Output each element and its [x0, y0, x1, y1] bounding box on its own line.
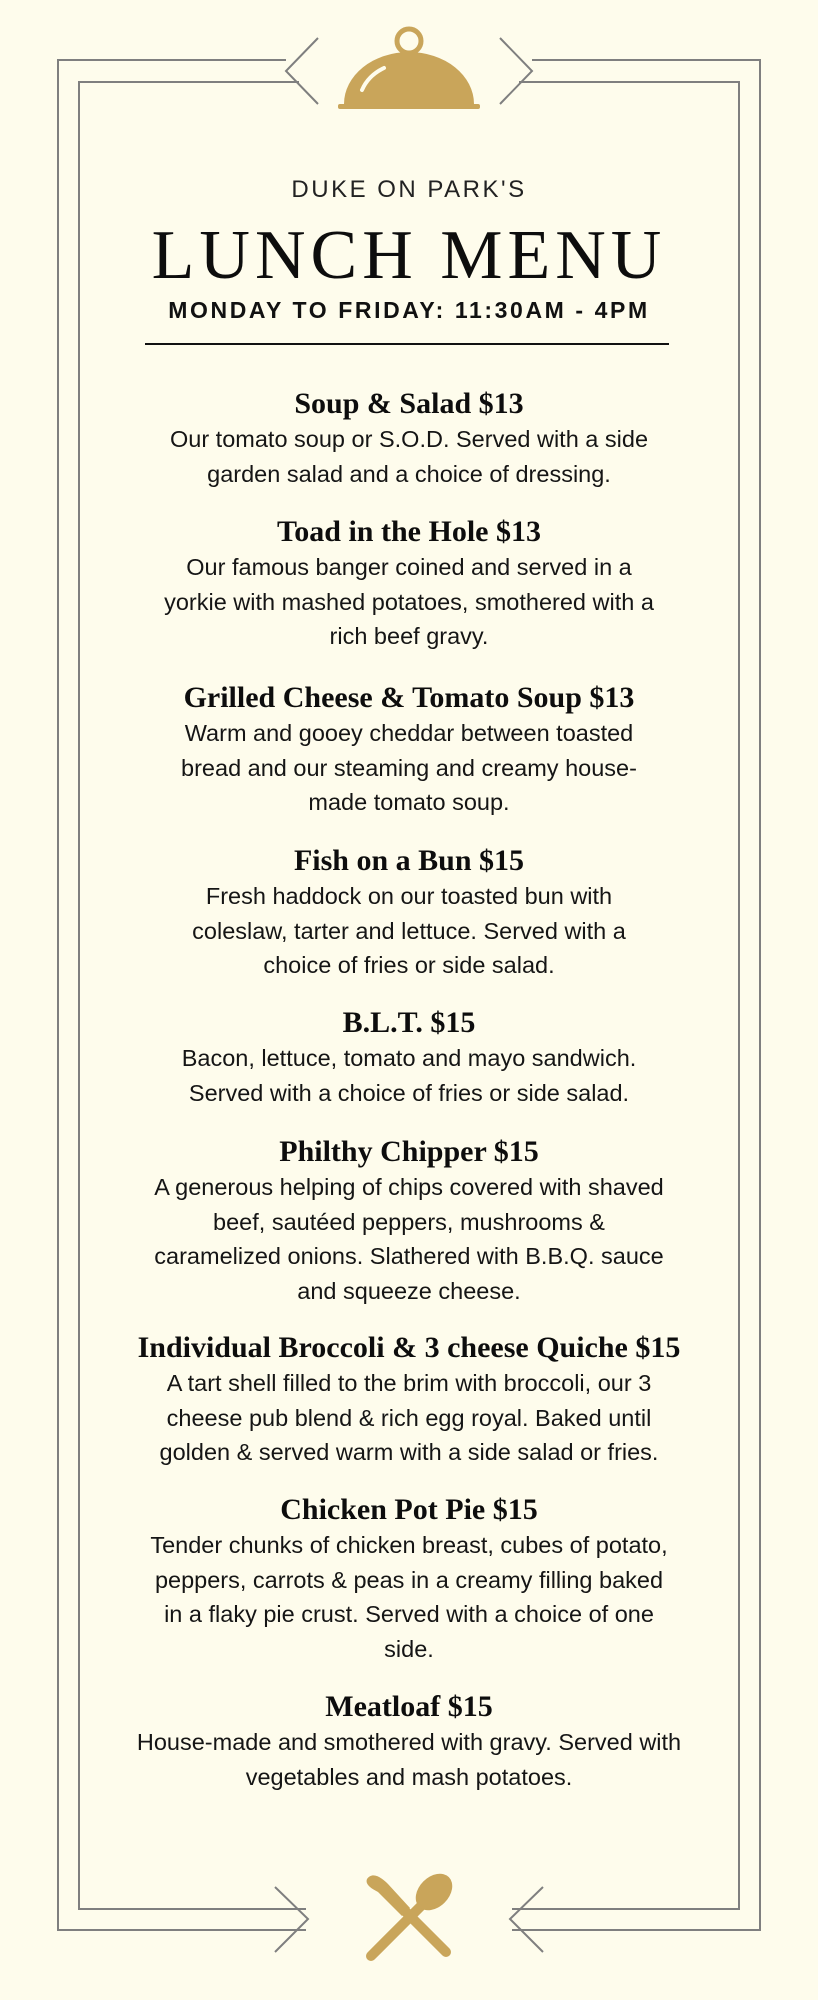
- menu-item-description: A tart shell filled to the brim with broccoli, our 3 cheese pub blend & rich egg royal. Baked until golden & served warm with a side salad or fries.: [159, 1370, 659, 1465]
- menu-item-description: Fresh haddock on our toasted bun with coleslaw, tarter and lettuce. Served with a choice of fries or side salad.: [192, 883, 626, 978]
- menu-item: [100, 1134, 718, 1308]
- menu-item: [100, 1689, 718, 1794]
- menu-item-description: Our famous banger coined and served in a yorkie with mashed potatoes, smothered with a rich beef gravy.: [164, 554, 654, 649]
- menu-item-name: Individual Broccoli & 3 cheese Quiche $15: [137, 1331, 681, 1364]
- menu-item-name: Fish on a Bun $15: [293, 844, 525, 877]
- menu-item: [100, 386, 718, 491]
- menu-item: [100, 1005, 718, 1110]
- menu-item: [100, 680, 718, 820]
- menu-item-name: Philthy Chipper $15: [279, 1135, 539, 1168]
- menu-item: [100, 843, 718, 983]
- menu-item-description: Bacon, lettuce, tomato and mayo sandwich. Served with a choice of fries or side salad.: [181, 1045, 637, 1106]
- menu-item-description: Our tomato soup or S.O.D. Served with a side garden salad and a choice of dressing.: [169, 426, 649, 487]
- menu-item-description: Warm and gooey cheddar between toasted bread and our steaming and creamy house-made tomato soup.: [181, 720, 637, 815]
- menu-item-name: Soup & Salad $13: [294, 387, 524, 420]
- menu-item-description: A generous helping of chips covered with shaved beef, sautéed peppers, mushrooms & caramelized onions. Slathered with B.B.Q. sauce and squeeze cheese.: [154, 1174, 664, 1304]
- menu-item-name: Grilled Cheese & Tomato Soup $13: [183, 681, 635, 714]
- crossed-knife-spoon-icon: [362, 1868, 458, 1964]
- restaurant-name: DUKE ON PARK'S: [291, 176, 527, 203]
- menu-item-description: House-made and smothered with gravy. Served with vegetables and mash potatoes.: [136, 1729, 682, 1790]
- menu-item-name: B.L.T. $15: [342, 1006, 476, 1039]
- header-divider: [145, 343, 669, 345]
- menu-item-description: Tender chunks of chicken breast, cubes of potato, peppers, carrots & peas in a creamy filling baked in a flaky pie crust. Served with a choice of one side.: [150, 1532, 668, 1662]
- menu-item-name: Meatloaf $15: [325, 1690, 493, 1723]
- opening-hours: MONDAY TO FRIDAY: 11:30AM - 4PM: [168, 297, 650, 323]
- menu-item: [100, 1492, 718, 1666]
- menu-item: [100, 514, 718, 654]
- menu-item-name: Chicken Pot Pie $15: [280, 1493, 538, 1526]
- menu-item: [100, 1330, 718, 1470]
- menu-item-name: Toad in the Hole $13: [277, 515, 541, 548]
- menu-title: LUNCH MENU: [151, 217, 667, 294]
- serving-cloche-icon: [332, 24, 486, 112]
